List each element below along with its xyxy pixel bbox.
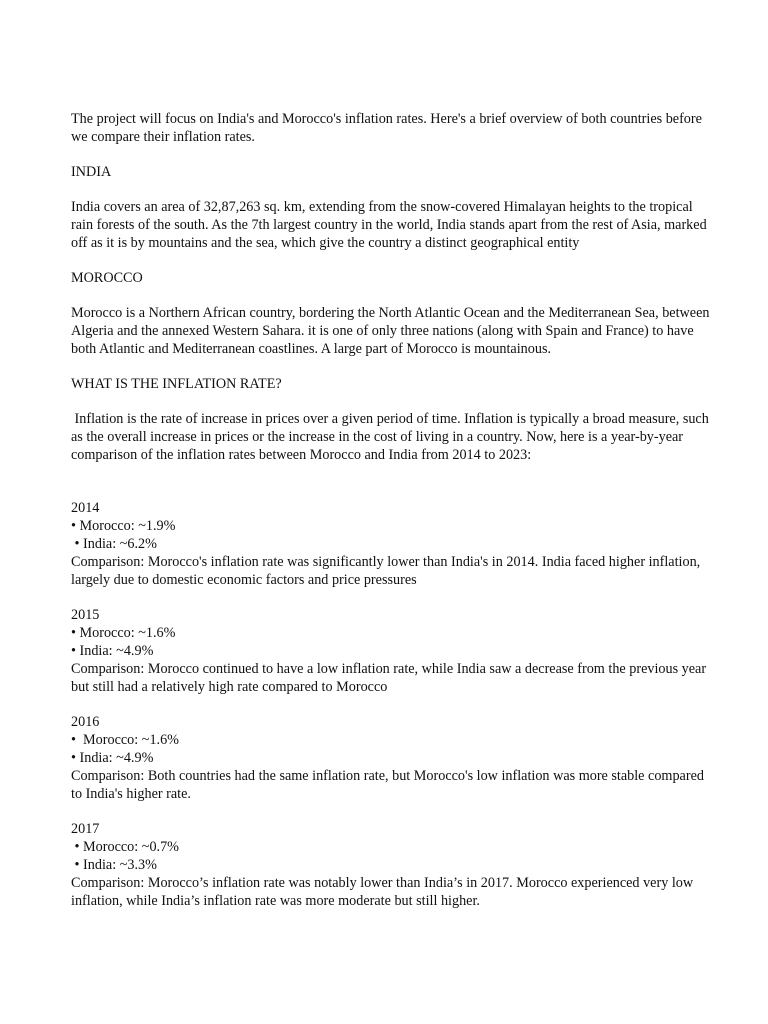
india-rate: • India: ~3.3% xyxy=(71,857,157,873)
india-paragraph: India covers an area of 32,87,263 sq. km, extending from the snow-covered Himalayan heights to the tropical rain forests of the south. As the 7th largest country in the world, India stands apart from the rest of Asia, marked off as it is by mountains and the sea, which give the country a distinct geographical entity xyxy=(71,199,711,251)
document-content xyxy=(71,110,711,910)
morocco-rate: • Morocco: ~1.6% xyxy=(71,625,176,641)
india-heading: INDIA xyxy=(71,164,112,180)
morocco-heading: MOROCCO xyxy=(71,270,143,286)
year-block-2014 xyxy=(71,499,711,589)
india-rate: • India: ~4.9% xyxy=(71,750,154,766)
morocco-rate: • Morocco: ~1.9% xyxy=(71,518,176,534)
intro-paragraph: The project will focus on India's and Morocco's inflation rates. Here's a brief overview of both countries before we compare their inflation rates. xyxy=(71,111,706,145)
inflation-heading: WHAT IS THE INFLATION RATE? xyxy=(71,376,282,392)
comparison-text: Comparison: Morocco continued to have a low inflation rate, while India saw a decrease from the previous year but still had a relatively high rate compared to Morocco xyxy=(71,661,710,695)
year-block-2015 xyxy=(71,606,711,696)
comparison-text: Comparison: Both countries had the same inflation rate, but Morocco's low inflation was more stable compared to India's higher rate. xyxy=(71,768,708,802)
comparison-text: Comparison: Morocco’s inflation rate was notably lower than India’s in 2017. Morocco experienced very low inflation, while India’s inflation rate was more moderate but still higher. xyxy=(71,875,697,909)
india-rate: • India: ~6.2% xyxy=(71,536,157,552)
year-label: 2016 xyxy=(71,714,100,730)
inflation-paragraph: Inflation is the rate of increase in prices over a given period of time. Inflation is typically a broad measure, such as the overall increase in prices or the increase in the cost of living in a country. Now, here is a year-by-year comparison of the inflation rates between Morocco and India from 2014 to 2023: xyxy=(71,411,713,463)
year-block-2016 xyxy=(71,713,711,803)
year-label: 2015 xyxy=(71,607,100,623)
year-label: 2017 xyxy=(71,821,100,837)
comparison-text: Comparison: Morocco's inflation rate was significantly lower than India's in 2014. India faced higher inflation, largely due to domestic economic factors and price pressures xyxy=(71,554,704,588)
year-label: 2014 xyxy=(71,500,100,516)
morocco-rate: • Morocco: ~1.6% xyxy=(71,732,179,748)
morocco-rate: • Morocco: ~0.7% xyxy=(71,839,179,855)
year-block-2017 xyxy=(71,820,711,910)
morocco-paragraph: Morocco is a Northern African country, bordering the North Atlantic Ocean and the Mediterranean Sea, between Algeria and the annexed Western Sahara. it is one of only three nations (along with Spain and France) to have both Atlantic and Mediterranean coastlines. A large part of Morocco is mountainous. xyxy=(71,305,713,357)
india-rate: • India: ~4.9% xyxy=(71,643,154,659)
